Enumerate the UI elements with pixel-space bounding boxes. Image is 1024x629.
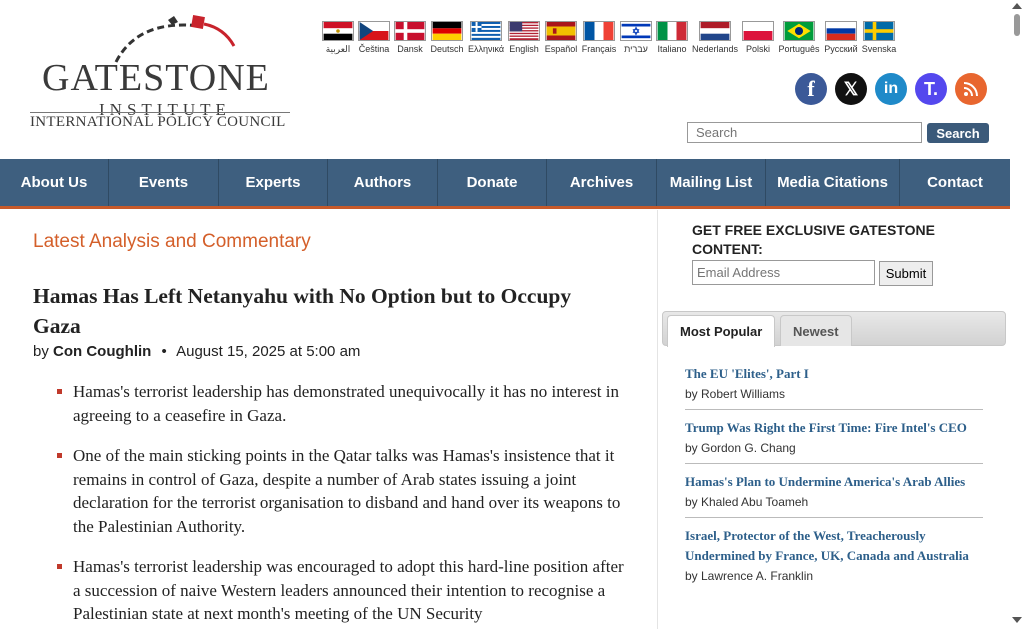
language-swedish[interactable]: Svenska [860, 21, 898, 55]
linkedin-icon[interactable]: in [875, 73, 907, 105]
egypt-flag-icon [322, 21, 354, 41]
gatestone-logo[interactable] [28, 14, 292, 128]
popular-article-byline: by Robert Williams [685, 387, 786, 401]
germany-flag-icon [431, 21, 463, 41]
sweden-flag-icon [863, 21, 895, 41]
netherlands-flag-icon [699, 21, 731, 41]
language-czech[interactable]: Čeština [356, 21, 392, 55]
popular-article-byline: by Lawrence A. Franklin [685, 569, 814, 583]
greece-flag-icon [470, 21, 502, 41]
language-french[interactable]: Français [580, 21, 618, 55]
language-italian[interactable]: Italiano [654, 21, 690, 55]
language-danish[interactable]: Dansk [392, 21, 428, 55]
popular-tabs [662, 311, 1006, 346]
nav-archives[interactable]: Archives [547, 159, 657, 206]
scroll-down-icon[interactable] [1012, 617, 1022, 623]
scroll-up-icon[interactable] [1012, 3, 1022, 9]
list-item [685, 464, 983, 518]
list-item [685, 518, 983, 591]
popular-article-link[interactable]: Israel, Protector of the West, Treacherously Undermined by France, UK, Canada and Australia [685, 528, 969, 563]
popular-article-byline: by Gordon G. Chang [685, 441, 796, 455]
nav-authors[interactable]: Authors [328, 159, 438, 206]
nav-mailing-list[interactable]: Mailing List [657, 159, 766, 206]
language-greek[interactable]: Ελληνικά [466, 21, 506, 55]
brazil-flag-icon [783, 21, 815, 41]
tab-newest[interactable]: Newest [780, 315, 852, 346]
language-polish[interactable]: Polski [740, 21, 776, 55]
site-header [0, 0, 1010, 158]
x-icon[interactable]: 𝕏 [835, 73, 867, 105]
italy-flag-icon [656, 21, 688, 41]
language-spanish[interactable]: Español [542, 21, 580, 55]
rss-icon[interactable] [955, 73, 987, 105]
popular-article-byline: by Khaled Abu Toameh [685, 495, 809, 509]
tab-most-popular[interactable]: Most Popular [667, 315, 775, 347]
article-author[interactable]: Con Coughlin [53, 343, 152, 360]
language-arabic[interactable]: العربية [320, 21, 356, 55]
language-selector [320, 21, 898, 55]
popular-article-link[interactable]: Hamas's Plan to Undermine America's Arab Allies [685, 474, 966, 489]
article-summary [57, 380, 627, 629]
scrollbar-thumb[interactable] [1014, 14, 1020, 36]
spain-flag-icon [545, 21, 577, 41]
popular-article-link[interactable]: Trump Was Right the First Time: Fire Intel's CEO [685, 420, 967, 435]
usa-flag-icon [508, 21, 540, 41]
main-nav [0, 159, 1010, 209]
sidebar-divider [657, 210, 658, 629]
czech-flag-icon [358, 21, 390, 41]
nav-media-citations[interactable]: Media Citations [766, 159, 900, 206]
summary-item: Hamas's terrorist leadership has demonstrated unequivocally it has no interest in agreeing to a ceasefire in Gaza. [57, 380, 627, 427]
byline-prefix: by [33, 343, 49, 360]
denmark-flag-icon [394, 21, 426, 41]
byline-separator: • [161, 343, 167, 360]
summary-item: Hamas's terrorist leadership was encouraged to adopt this hard-line position after a succession of naive Western leaders announced their intention to recognise a Palestinian state at next month's meeting of the UN Security [57, 555, 627, 626]
nav-about-us[interactable]: About Us [0, 159, 109, 206]
search-button[interactable]: Search [927, 123, 989, 143]
submit-button[interactable]: Submit [879, 261, 933, 286]
social-links [795, 73, 987, 105]
nav-donate[interactable]: Donate [438, 159, 547, 206]
israel-flag-icon [620, 21, 652, 41]
email-field[interactable] [692, 260, 875, 285]
article-byline [33, 343, 360, 360]
poland-flag-icon [742, 21, 774, 41]
language-russian[interactable]: Русский [822, 21, 860, 55]
page-scrollbar[interactable] [1010, 0, 1024, 629]
article-date: August 15, 2025 at 5:00 am [176, 343, 361, 360]
language-german[interactable]: Deutsch [428, 21, 466, 55]
section-title: Latest Analysis and Commentary [33, 231, 311, 252]
russia-flag-icon [825, 21, 857, 41]
list-item [685, 356, 983, 410]
nav-contact[interactable]: Contact [927, 174, 983, 191]
language-dutch[interactable]: Nederlands [690, 21, 740, 55]
search-input[interactable] [687, 122, 922, 143]
language-hebrew[interactable]: עברית [618, 21, 654, 55]
popular-article-link[interactable]: The EU 'Elites', Part I [685, 366, 809, 381]
truth-social-icon[interactable]: T. [915, 73, 947, 105]
logo-institute: INSTITUTE [99, 100, 231, 119]
facebook-icon[interactable]: f [795, 73, 827, 105]
language-portuguese[interactable]: Português [776, 21, 822, 55]
newsletter-title: GET FREE EXCLUSIVE GATESTONE CONTENT: [692, 222, 935, 257]
logo-council: INTERNATIONAL POLICY COUNCIL [30, 112, 290, 131]
language-english[interactable]: English [506, 21, 542, 55]
list-item [685, 410, 983, 464]
france-flag-icon [583, 21, 615, 41]
summary-item: One of the main sticking points in the Qatar talks was Hamas's insistence that it remains in control of Gaza, despite a number of Arab states issuing a joint declaration for the terrorist organisation to disband and hand over its weapons to the Palestinian Authority. [57, 444, 627, 538]
nav-experts[interactable]: Experts [219, 159, 328, 206]
popular-list [685, 356, 983, 591]
nav-events[interactable]: Events [109, 159, 219, 206]
article-title[interactable]: Hamas Has Left Netanyahu with No Option but to Occupy Gaza [33, 284, 572, 338]
logo-name: GATESTONE [42, 57, 270, 99]
